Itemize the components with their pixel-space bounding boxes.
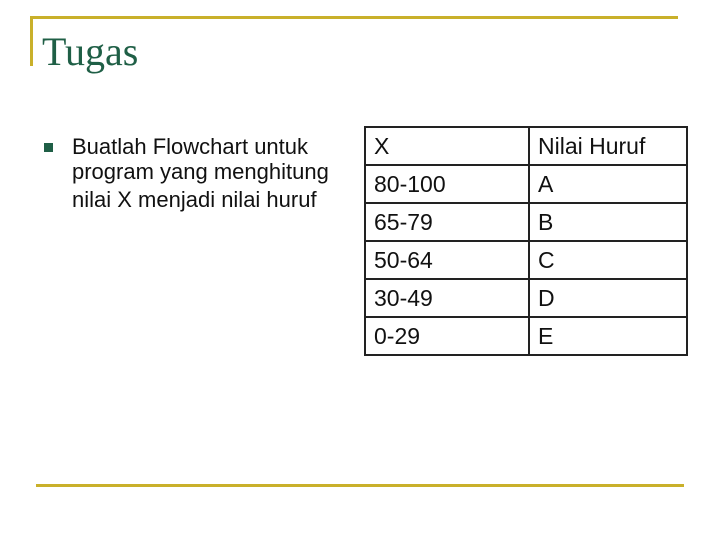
grade-cell: B	[529, 203, 687, 241]
top-frame-line	[30, 16, 678, 19]
grade-cell: D	[529, 279, 687, 317]
range-cell: 80-100	[365, 165, 529, 203]
left-frame-line	[30, 16, 33, 66]
table-row	[365, 203, 687, 241]
table-row	[365, 279, 687, 317]
table-header-row	[365, 127, 687, 165]
bottom-frame-line	[36, 484, 684, 487]
table-row	[365, 165, 687, 203]
bullet-square-icon	[44, 143, 53, 152]
grade-cell: C	[529, 241, 687, 279]
table-row	[365, 317, 687, 355]
task-description-line1: Buatlah Flowchart untuk	[72, 134, 309, 159]
range-cell: 65-79	[365, 203, 529, 241]
task-description	[72, 132, 362, 214]
header-x: X	[365, 127, 529, 165]
range-cell: 0-29	[365, 317, 529, 355]
range-cell: 50-64	[365, 241, 529, 279]
grade-conversion-table	[364, 126, 688, 356]
header-nilai-huruf: Nilai Huruf	[529, 127, 687, 165]
grade-cell: A	[529, 165, 687, 203]
slide-title: Tugas	[42, 29, 139, 74]
task-description-rest: program yang menghitung nilai X menjadi nilai huruf	[72, 159, 329, 212]
grade-cell: E	[529, 317, 687, 355]
range-cell: 30-49	[365, 279, 529, 317]
table-row	[365, 241, 687, 279]
